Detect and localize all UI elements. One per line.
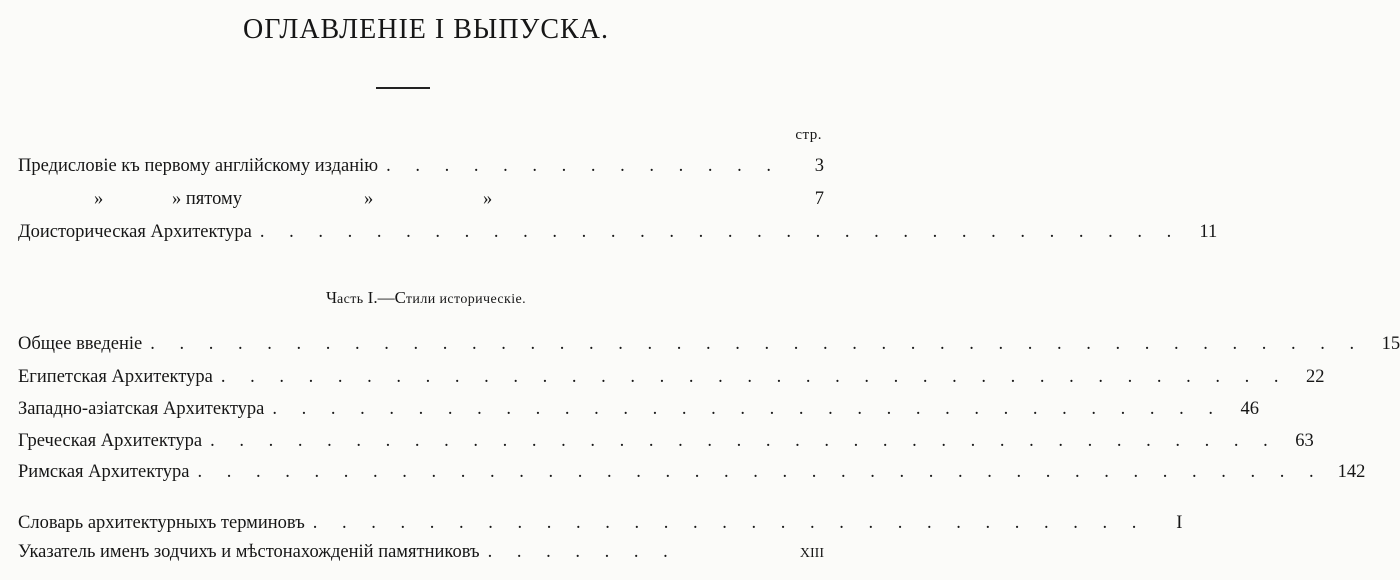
leader-dots: . . . . . . . . . . . . . . . . . . . . . . . . . . . . . . . . (259, 222, 1182, 242)
ditto-mark: » (483, 189, 493, 209)
toc-entry-page: 3 (814, 156, 824, 176)
leader-dots: . . . . . . . (487, 542, 678, 562)
section-heading: Часть I.—Стили историческіе. (325, 288, 527, 307)
toc-entry-page: XIII (799, 546, 824, 561)
toc-entry-page: 22 (1305, 367, 1325, 387)
page-title: ОГЛАВЛЕНІЕ I ВЫПУСКА. (243, 14, 609, 45)
toc-entry-label: Указатель именъ зодчихъ и мѣстонахожденій памятниковъ (18, 542, 480, 562)
toc-entry-label: Греческая Архитектура (18, 431, 203, 451)
toc-entry (18, 367, 1325, 393)
toc-entry (18, 156, 824, 182)
toc-entry-label: Предисловіе къ первому англійскому изданію (18, 156, 379, 176)
toc-entry-page: 15 (1381, 334, 1400, 354)
toc-entry-label: Западно-азіатская Архитектура (18, 399, 265, 419)
toc-entry (18, 462, 1366, 488)
leader-dots: . . . . . . . . . . . . . . . . . . . . . . . . . . . . . . . . . (272, 399, 1224, 419)
toc-entry (18, 513, 1183, 539)
toc-entry (18, 431, 1314, 457)
leader-dots: . . . . . . . . . . . . . . (386, 156, 781, 176)
toc-entry-label: Словарь архитектурныхъ терминовъ (18, 513, 305, 533)
toc-entry (18, 334, 1400, 360)
leader-dots: . . . . . . . . . . . . . . . . . . . . . . . . . . . . . . . . . . . . . . . . . . (150, 334, 1365, 354)
ditto-mark: » (94, 189, 104, 209)
toc-entry (18, 399, 1260, 425)
toc-entry-page: 142 (1337, 462, 1366, 482)
toc-entry-label: Римская Архитектура (18, 462, 190, 482)
leader-dots: . . . . . . . . . . . . . . . . . . . . . . . . . . . . . . . . . . . . . (210, 431, 1278, 451)
toc-entry-page: 63 (1295, 431, 1314, 451)
ditto-mark: » (364, 189, 374, 209)
toc-entry (18, 542, 824, 568)
toc-entry-page: 7 (814, 189, 824, 209)
title-divider (376, 87, 430, 89)
toc-entry-label: Египетская Архитектура (18, 367, 213, 387)
toc-entry (0, 189, 852, 215)
toc-entry (18, 222, 1218, 248)
toc-entry-page: I (1176, 513, 1183, 533)
leader-dots: . . . . . . . . . . . . . . . . . . . . . . . . . . . . . . . . . . . . . . . (197, 462, 1324, 482)
ditto-label: » пятому (172, 189, 242, 209)
toc-entry-page: 11 (1199, 222, 1218, 242)
toc-entry-page: 46 (1240, 399, 1260, 419)
leader-dots: . . . . . . . . . . . . . . . . . . . . . . . . . . . . . . . . . . . . . (220, 367, 1289, 387)
page-column-label: стр. (795, 127, 822, 143)
toc-entry-label: Доисторическая Архитектура (18, 222, 252, 242)
toc-entry-label: Общее введеніе (18, 334, 143, 354)
leader-dots: . . . . . . . . . . . . . . . . . . . . . . . . . . . . . (312, 513, 1147, 533)
